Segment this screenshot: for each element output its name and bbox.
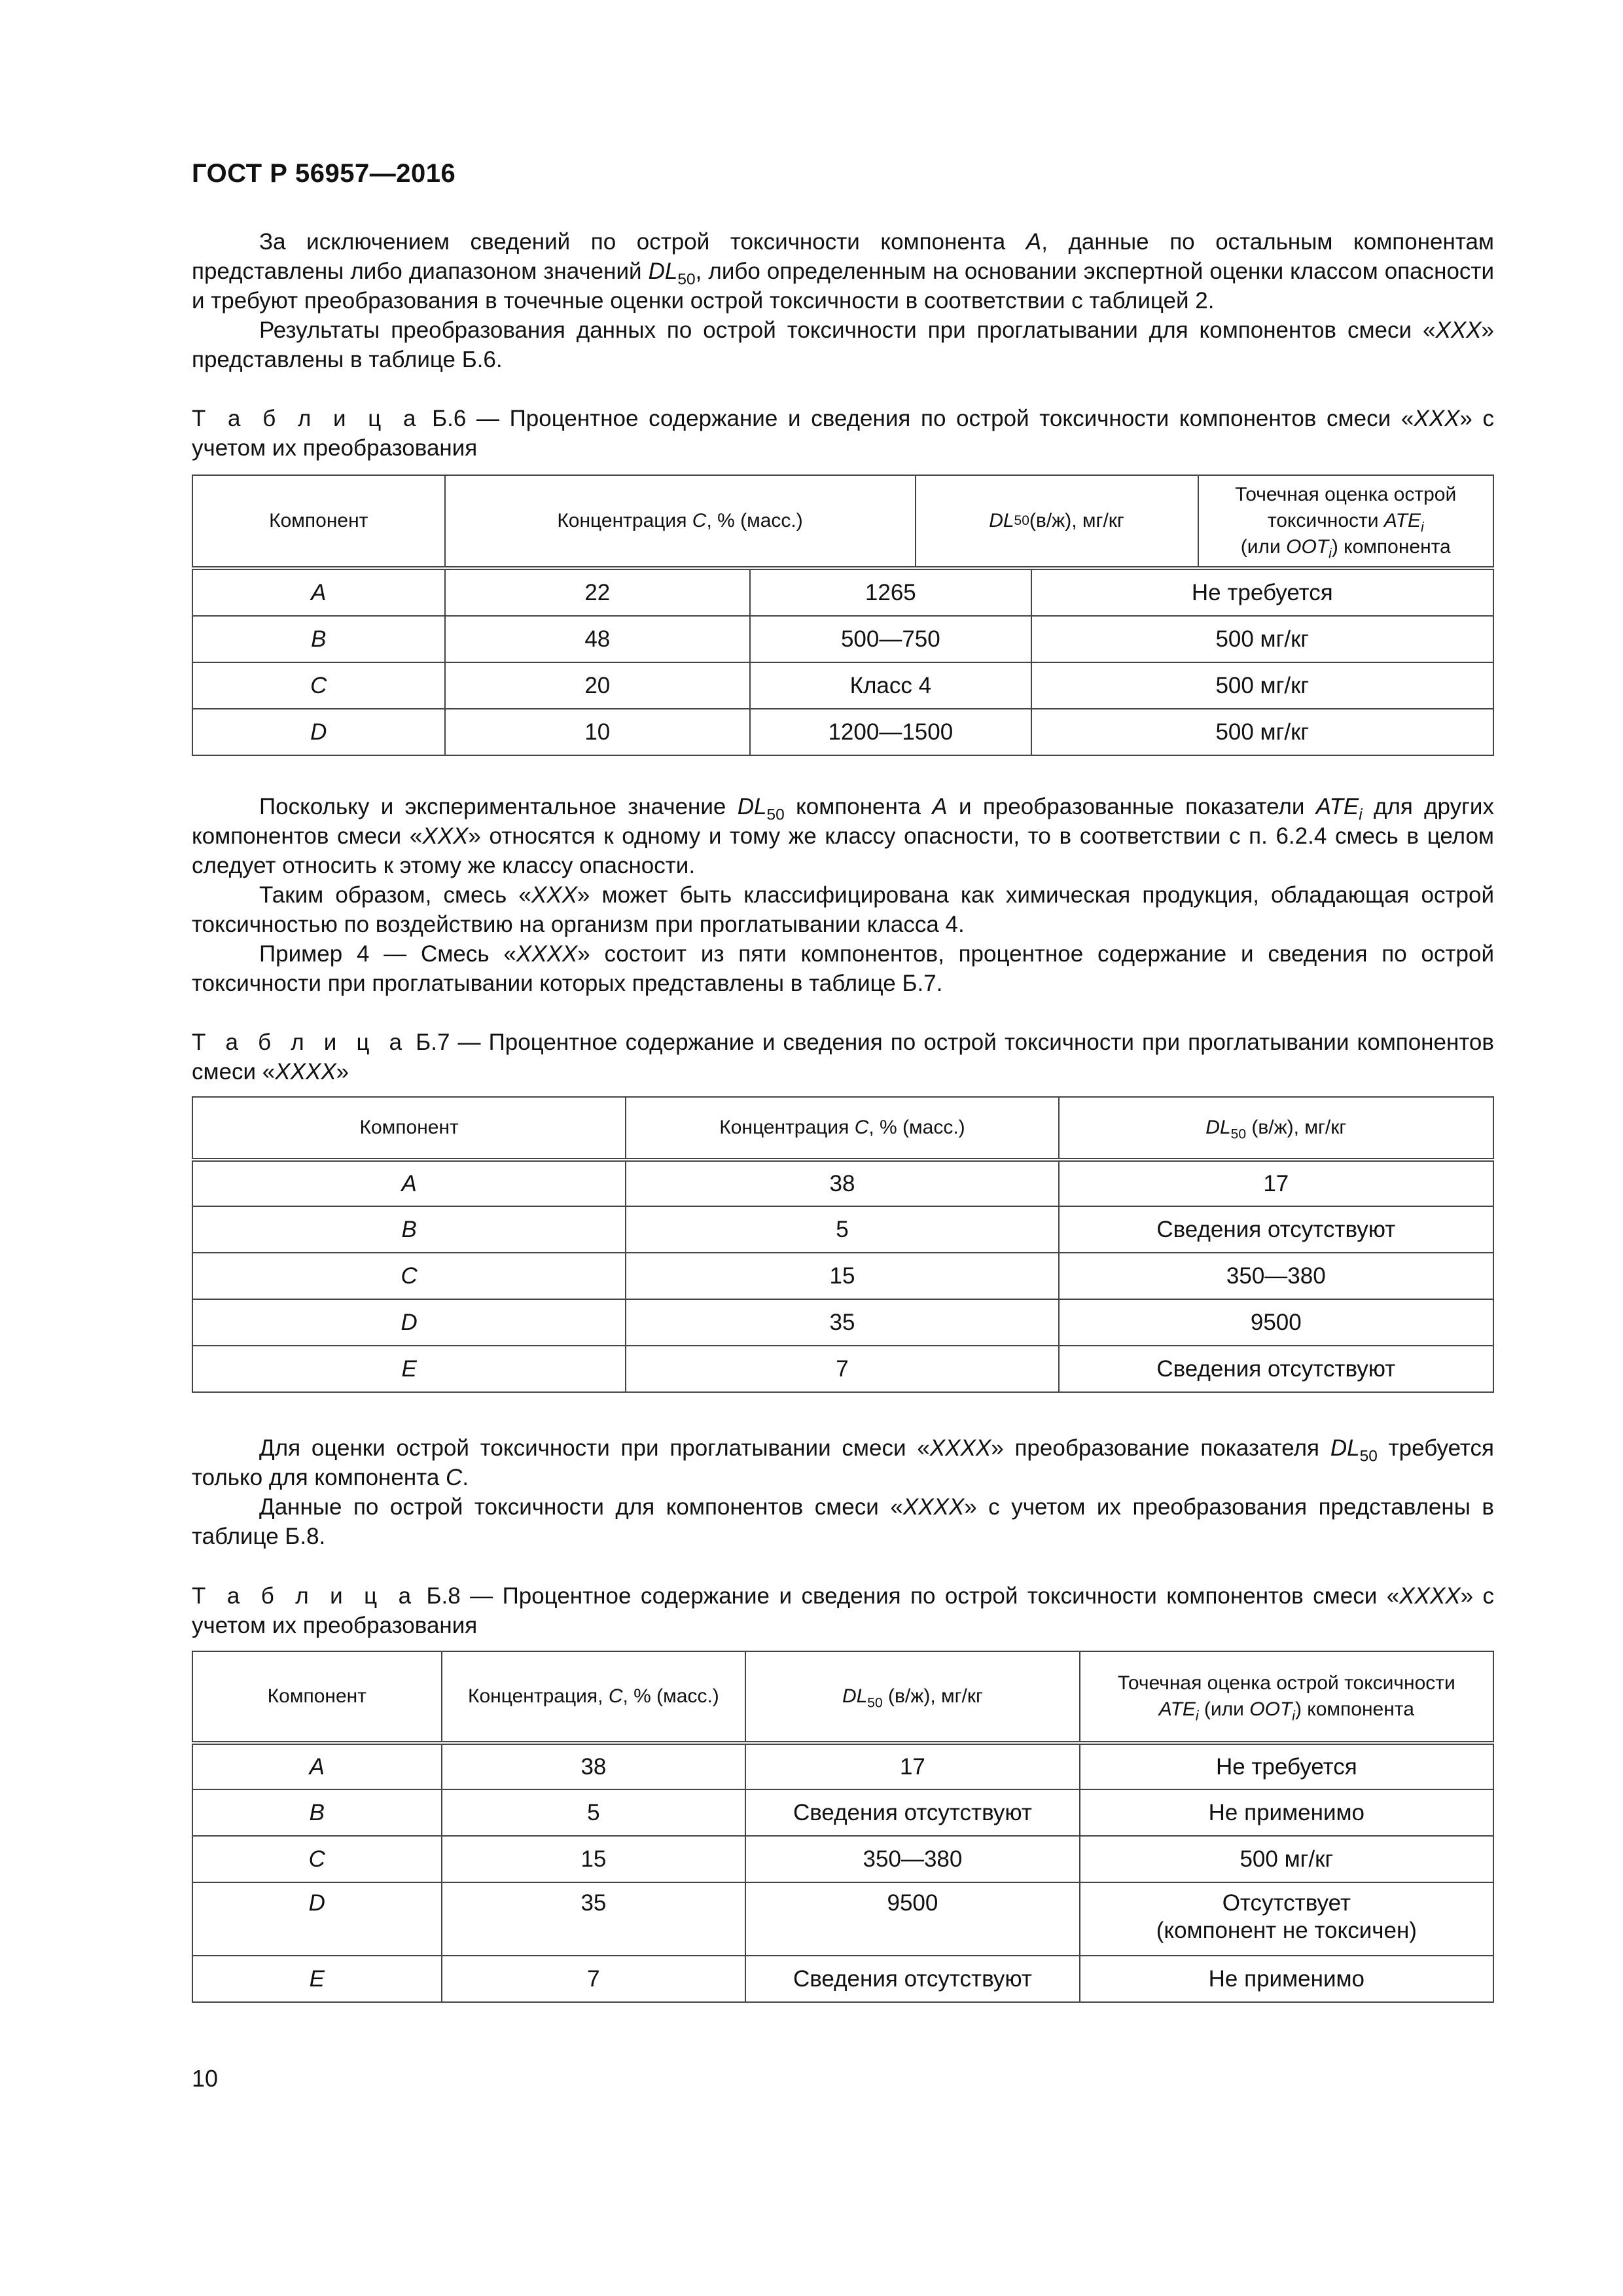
table-row: C 15 350—380: [192, 1253, 1493, 1299]
table-b7: [192, 1096, 1494, 1393]
col-component: Компонент: [192, 1651, 442, 1743]
table-b6-caption: Т а б л и ц а Б.6 — Процентное содержание и сведения по острой токсичности компонентов смеси «XXX» с учетом их преобразования: [192, 406, 1494, 461]
col-concentration: Концентрация C, % (масс.): [626, 1097, 1058, 1160]
col-dl50-header: DL 50 (в/ж), мг/кг: [916, 476, 1199, 566]
pre-b8-text: [192, 1433, 1494, 1551]
paragraph-7: Данные по острой токсичности для компонентов смеси «XXXX» с учетом их преобразования представлены в таблице Б.8.: [192, 1494, 1494, 1549]
col-ate: Точечная оценка острой токсичности $ATE_i$ (или $OOT_i$) компонента: [1080, 1651, 1493, 1743]
paragraph-3: Поскольку и экспериментальное значение $DL_{50}$ компонента A и преобразованные показатели $ATE_i$ для других компонентов смеси «XXX» относятся к одному и тому же классу опасности, то в соответствии с п. 6.2.4 смесь в целом следует относить к этому же классу опасности.: [192, 794, 1494, 878]
table-row: D 35 9500 Отсутствует (компонент не токсичен): [192, 1882, 1493, 1956]
table-row: C 20 Класс 4 500 мг/кг: [192, 662, 1493, 709]
paragraph-5: Пример 4 — Смесь «XXXX» состоит из пяти компонентов, процентное содержание и сведения по острой токсичности при проглатывании которых представлены в таблице Б.7.: [192, 941, 1494, 996]
table-row: E 7 Сведения отсутствуют: [192, 1346, 1493, 1392]
table-row: A 38 17 Не требуется: [192, 1743, 1493, 1789]
table-row: A 38 17: [192, 1160, 1493, 1206]
paragraph-1: За исключением сведений по острой токсичности компонента A, данные по остальным компонентам представлены либо диапазоном значений $DL_{50}$, либо определенным на основании экспертной оценки классом опасности и требуют преобразования в точечные оценки острой токсичности в соответствии с таблицей 2.: [192, 229, 1494, 314]
document-header: ГОСТ Р 56957—2016: [192, 159, 456, 188]
table-row: E 7 Сведения отсутствуют Не применимо: [192, 1956, 1493, 2002]
intro-text: [192, 227, 1494, 374]
table-b8-caption: Т а б л и ц а Б.8 — Процентное содержание и сведения по острой токсичности компонентов смеси «XXXX» с учетом их преобразования: [192, 1583, 1494, 1638]
page-number: 10: [192, 2065, 219, 2092]
table-b8: [192, 1651, 1494, 2003]
col-ate-header: Точечная оценка острой токсичности $ATE_i$ (или $OOT_i$) компонента: [1235, 484, 1457, 562]
table-row: D 35 9500: [192, 1299, 1493, 1346]
col-component: Компонент: [192, 475, 445, 568]
paragraph-6: Для оценки острой токсичности при проглатывании смеси «XXXX» преобразование показателя $DL_{50}$ требуется только для компонента C.: [192, 1435, 1495, 1490]
table-row: D 10 1200—1500 500 мг/кг: [192, 709, 1493, 755]
table-row: B 5 Сведения отсутствуют Не применимо: [192, 1789, 1493, 1836]
table-row: B 5 Сведения отсутствуют: [192, 1206, 1493, 1253]
col-dl50: $DL_{50}$ (в/ж), мг/кг: [1059, 1097, 1493, 1160]
table-b7-caption: Т а б л и ц а Б.7 — Процентное содержание и сведения по острой токсичности при проглатывании компонентов смеси «XXXX»: [192, 1030, 1494, 1085]
col-dl50: $DL_{50}$ (в/ж), мг/кг: [745, 1651, 1079, 1743]
table-b6-body: [192, 569, 1494, 756]
middle-text: [192, 792, 1494, 998]
table-row: C 15 350—380 500 мг/кг: [192, 1836, 1493, 1882]
col-concentration: Концентрация C, % (масс.): [445, 475, 916, 568]
table-row: A 22 1265 Не требуется: [192, 569, 1493, 616]
col-dl50-ate: [916, 475, 1493, 568]
paragraph-2: Результаты преобразования данных по острой токсичности при проглатывании для компонентов смеси «XXX» представлены в таблице Б.6.: [192, 317, 1494, 372]
col-concentration: Концентрация, C, % (масс.): [442, 1651, 746, 1743]
table-b6: [192, 475, 1494, 570]
col-component: Компонент: [192, 1097, 626, 1160]
paragraph-4: Таким образом, смесь «XXX» может быть классифицирована как химическая продукция, обладающая острой токсичностью по воздействию на организм при проглатывании класса 4.: [192, 882, 1494, 937]
table-row: B 48 500—750 500 мг/кг: [192, 616, 1493, 662]
